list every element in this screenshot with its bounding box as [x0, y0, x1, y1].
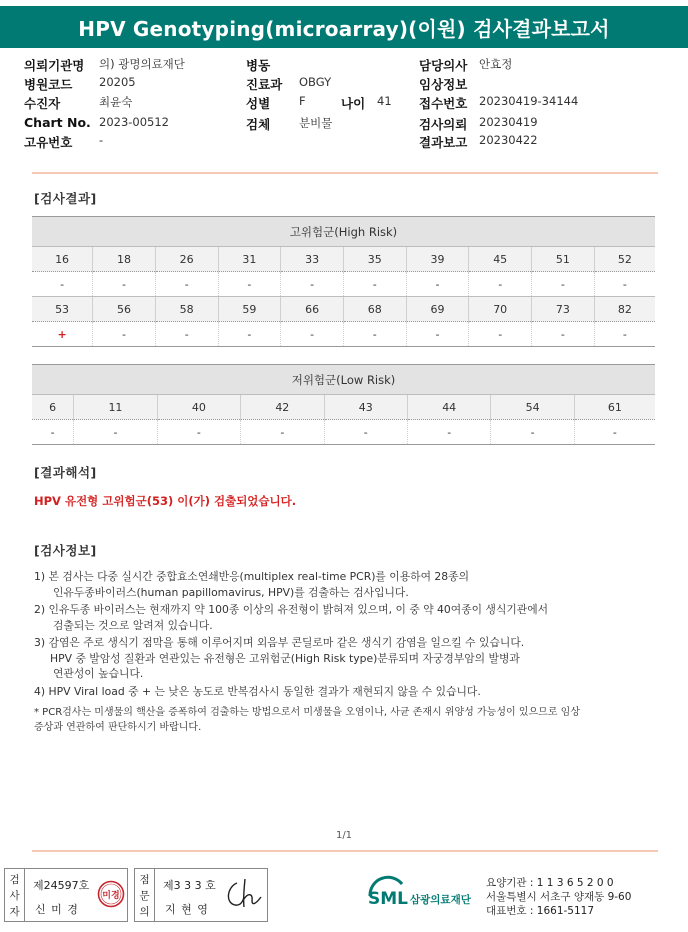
- hpv-type-cell: 11: [74, 395, 157, 420]
- hpv-result-cell: -: [281, 272, 344, 297]
- page-number: 1/1: [335, 830, 353, 841]
- low-risk-title: 저위험군(Low Risk): [32, 365, 655, 395]
- age-value: 41: [377, 94, 392, 108]
- info-row-2: [0, 75, 688, 94]
- hpv-result-cell: -: [74, 420, 157, 445]
- specimen-value: 분비물: [299, 116, 333, 130]
- reviewer-name: 지 현 영: [165, 903, 209, 916]
- department-value: OBGY: [299, 75, 332, 89]
- high-risk-types-row-1: [32, 247, 655, 272]
- interpretation-text: HPV 유전형 고위험군(53) 이(가) 검출되었습니다.: [34, 494, 297, 508]
- request-date-value: 20230419: [479, 115, 538, 129]
- hpv-result-cell: -: [218, 272, 281, 297]
- ward-label: 병동: [246, 58, 271, 73]
- seal-text: 미경: [102, 891, 120, 901]
- hpv-type-cell: 43: [324, 395, 407, 420]
- hpv-result-cell: -: [32, 272, 93, 297]
- high-risk-results-row-2: [32, 322, 655, 347]
- hpv-type-cell: 16: [32, 247, 93, 272]
- request-date-label: 검사의뢰: [419, 117, 468, 132]
- hpv-type-cell: 61: [574, 395, 655, 420]
- note-line: 2) 인유두종 바이러스는 현재까지 약 100종 이상의 유전형이 밝혀져 있으며, 이 중 약 40여종이 생식기관에서: [34, 603, 549, 616]
- hpv-type-cell: 56: [93, 297, 156, 322]
- hpv-result-cell: -: [532, 272, 595, 297]
- hpv-type-cell: 18: [93, 247, 156, 272]
- receipt-no-label: 접수번호: [419, 96, 468, 111]
- patient-value: 최윤숙: [99, 95, 133, 109]
- examiner-license: 제24597호: [33, 879, 90, 892]
- examiner-name: 신 미 경: [35, 903, 79, 916]
- results-section-title: [검사결과]: [34, 191, 97, 206]
- hpv-type-cell: 58: [155, 297, 218, 322]
- examiner-box: [4, 868, 128, 922]
- hpv-type-cell: 70: [469, 297, 532, 322]
- hpv-result-cell: -: [343, 322, 406, 347]
- note-2: [34, 602, 654, 633]
- receipt-no-value: 20230419-34144: [479, 94, 579, 108]
- reviewer-label: [135, 869, 155, 921]
- reviewer-label-text: 점문의: [139, 874, 150, 918]
- low-risk-results-row: [32, 420, 655, 445]
- clinical-info-label: 임상정보: [419, 77, 468, 92]
- hpv-type-cell: 44: [407, 395, 490, 420]
- hpv-type-cell: 35: [343, 247, 406, 272]
- note-line: 3) 감염은 주로 생식기 점막을 통해 이루어지며 외음부 콘딜로마 같은 생식기 감염을 일으킬 수 있습니다.: [34, 636, 525, 649]
- institution-value: 의) 광명의료재단: [99, 57, 185, 71]
- chart-no-value: 2023-00512: [99, 115, 169, 129]
- hpv-result-cell: -: [155, 322, 218, 347]
- hpv-result-cell: -: [406, 272, 469, 297]
- hpv-type-cell: 6: [32, 395, 74, 420]
- interpretation-section-title: [결과해석]: [34, 465, 97, 480]
- hpv-type-cell: 59: [218, 297, 281, 322]
- physician-value: 안효정: [479, 57, 513, 71]
- sml-logo-icon: [366, 874, 484, 914]
- info-row-5: [0, 133, 688, 152]
- hpv-result-cell: -: [93, 322, 156, 347]
- bottom-divider: [32, 850, 658, 852]
- department-label: 진료과: [246, 77, 283, 92]
- hpv-type-cell: 68: [343, 297, 406, 322]
- high-risk-title: 고위험군(High Risk): [32, 217, 655, 247]
- hpv-type-cell: 33: [281, 247, 344, 272]
- unique-no-value: -: [99, 133, 104, 147]
- low-risk-table: [32, 364, 655, 445]
- sex-value: F: [299, 94, 306, 108]
- hpv-result-cell: -: [469, 272, 532, 297]
- sex-label: 성별: [246, 96, 271, 111]
- hpv-type-cell: 42: [241, 395, 324, 420]
- contact-block: [486, 876, 631, 918]
- signature-text: Ch: [223, 877, 225, 878]
- hpv-type-cell: 26: [155, 247, 218, 272]
- sml-abbr: SML: [368, 889, 408, 909]
- note-line: 4) HPV Viral load 중 + 는 낮은 농도로 반복검사시 동일한 결과가 재현되지 않을 수 있습니다.: [34, 684, 481, 698]
- note-line: 검출되는 것으로 알려져 있습니다.: [53, 618, 213, 632]
- footnote-line: 증상과 연관하여 판단하시기 바랍니다.: [34, 722, 202, 733]
- hpv-result-cell: -: [491, 420, 574, 445]
- hpv-result-cell: -: [532, 322, 595, 347]
- chart-no-label: Chart No.: [24, 115, 91, 130]
- note-line: 인유두종바이러스(human papillomavirus, HPV)를 검출하는 검사입니다.: [53, 585, 409, 599]
- report-date-value: 20230422: [479, 133, 538, 147]
- top-divider: [32, 172, 658, 174]
- pcr-footnote: [34, 705, 654, 735]
- hpv-result-cell: -: [93, 272, 156, 297]
- hpv-type-cell: 69: [406, 297, 469, 322]
- note-1: [34, 569, 654, 600]
- footnote-line: * PCR검사는 미생물의 핵산을 증폭하여 검출하는 방법으로서 미생물을 오염이나, 사균 존재시 위양성 가능성이 있으므로 임상: [34, 707, 580, 718]
- hpv-type-cell: 52: [594, 247, 655, 272]
- hpv-type-cell: 53: [32, 297, 93, 322]
- sml-logo: [366, 874, 484, 914]
- note-line: 연관성이 높습니다.: [53, 667, 144, 680]
- institution-label: 의뢰기관명: [24, 58, 85, 73]
- hospital-code-value: 20205: [99, 75, 136, 89]
- age-label: 나이: [341, 96, 366, 111]
- hpv-type-cell: 54: [491, 395, 574, 420]
- high-risk-types-row-2: [32, 297, 655, 322]
- patient-label: 수진자: [24, 96, 61, 111]
- note-line: 1) 본 검사는 다중 실시간 중합효소연쇄반응(multiplex real-time PCR)를 이용하여 28종의: [34, 570, 470, 583]
- hpv-result-cell: -: [281, 322, 344, 347]
- reviewer-signature-icon: [223, 877, 265, 913]
- hpv-result-cell: -: [324, 420, 407, 445]
- note-3: [34, 635, 654, 682]
- report-title: HPV Genotyping(microarray)(이원) 검사결과보고서: [0, 6, 688, 48]
- hpv-type-cell: 40: [157, 395, 240, 420]
- hpv-type-cell: 73: [532, 297, 595, 322]
- test-info-section-title: [검사정보]: [34, 543, 97, 558]
- examiner-label-text: 검사자: [9, 874, 20, 918]
- hospital-code-label: 병원코드: [24, 77, 73, 92]
- hpv-result-cell: -: [241, 420, 324, 445]
- unique-no-label: 고유번호: [24, 135, 73, 150]
- examiner-seal-icon: [97, 880, 125, 908]
- physician-label: 담당의사: [419, 58, 468, 73]
- low-risk-types-row: [32, 395, 655, 420]
- hpv-type-cell: 66: [281, 297, 344, 322]
- hpv-result-cell: -: [469, 322, 532, 347]
- hpv-type-cell: 82: [594, 297, 655, 322]
- hpv-result-cell-positive: +: [32, 322, 93, 347]
- hpv-result-cell: -: [594, 272, 655, 297]
- reviewer-license: 제3 3 3 호: [163, 879, 216, 892]
- hpv-result-cell: -: [406, 322, 469, 347]
- note-4: [34, 684, 654, 700]
- sml-org-name: 삼광의료재단: [410, 894, 471, 906]
- hpv-type-cell: 31: [218, 247, 281, 272]
- reviewer-box: [134, 868, 268, 922]
- high-risk-results-row-1: [32, 272, 655, 297]
- info-row-4: [0, 115, 688, 134]
- hpv-result-cell: -: [32, 420, 74, 445]
- phone: 대표번호 : 1661-5117: [486, 905, 595, 917]
- high-risk-table: [32, 216, 655, 347]
- facility-code: 요양기관 : 1 1 3 6 5 2 0 0: [486, 877, 614, 889]
- hpv-type-cell: 45: [469, 247, 532, 272]
- specimen-label: 검체: [246, 117, 271, 132]
- hpv-result-cell: -: [155, 272, 218, 297]
- hpv-result-cell: -: [594, 322, 655, 347]
- hpv-result-cell: -: [574, 420, 655, 445]
- report-date-label: 결과보고: [419, 135, 468, 150]
- hpv-type-cell: 39: [406, 247, 469, 272]
- hpv-result-cell: -: [407, 420, 490, 445]
- hpv-type-cell: 51: [532, 247, 595, 272]
- address: 서울특별시 서초구 양재동 9-60: [486, 891, 632, 903]
- hpv-result-cell: -: [157, 420, 240, 445]
- info-row-1: [0, 56, 688, 75]
- test-info-notes: [34, 569, 654, 701]
- info-row-3: [0, 94, 688, 113]
- note-line: HPV 중 발암성 질환과 연관있는 유전형은 고위험군(High Risk type)분류되며 자궁경부암의 발병과: [50, 651, 520, 665]
- examiner-label: [5, 869, 25, 921]
- hpv-result-cell: -: [218, 322, 281, 347]
- hpv-result-cell: -: [343, 272, 406, 297]
